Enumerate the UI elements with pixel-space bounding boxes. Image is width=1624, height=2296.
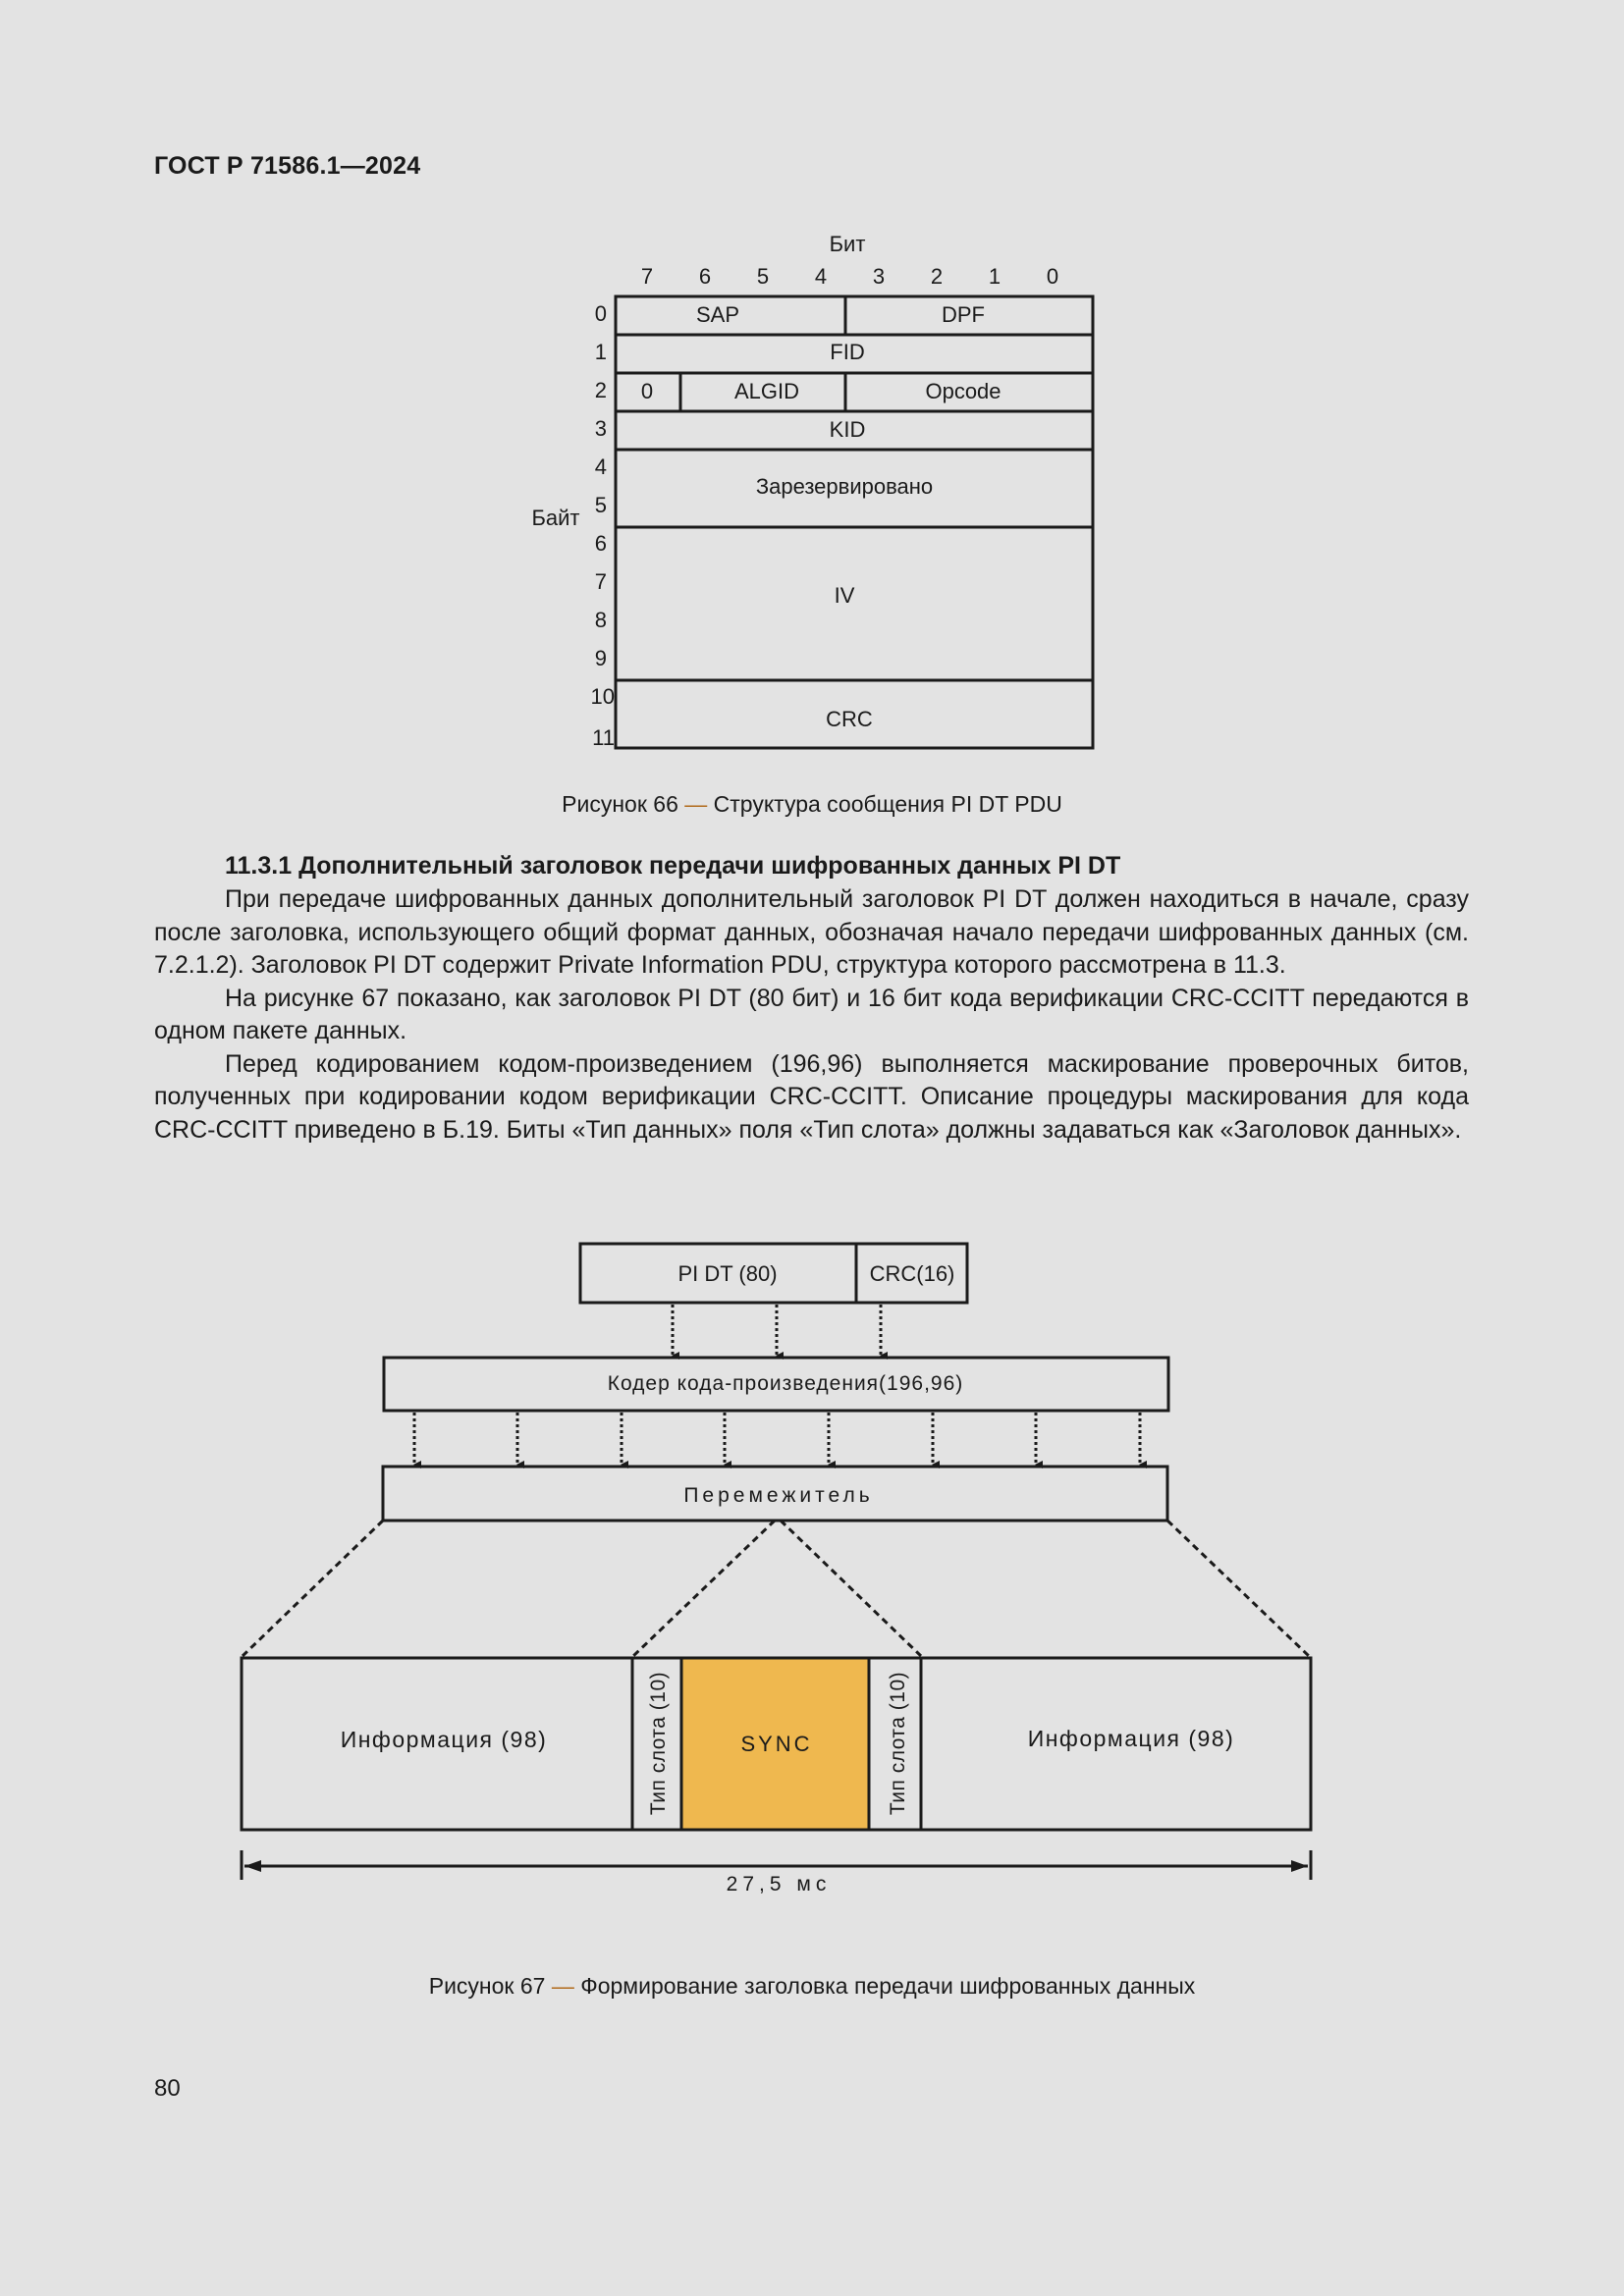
bit-number: 3	[872, 264, 886, 289]
figure-66-pdu-structure	[0, 0, 1624, 785]
field-algid: ALGID	[733, 379, 800, 403]
interleaver-label: Перемежитель	[683, 1484, 874, 1507]
byte-number: 10	[590, 684, 615, 709]
bit-number: 0	[1046, 264, 1059, 289]
figure-67-caption	[0, 1973, 1624, 2000]
paragraph: При передаче шифрованных данных дополнительный заголовок PI DT должен находиться в начале, сразу после заголовка, использующего общий формат данных, обозначая начало передачи шифрованных данных (см. 7.2.1.2). Заголовок PI DT содержит Private Information PDU, структура которого рассмотрена в 11.3.	[154, 885, 1469, 979]
bit-number: 7	[640, 264, 654, 289]
paragraph: Перед кодированием кодом-произведением (196,96) выполняется маскирование проверочных битов, полученных при кодировании кодом верификации CRC-CCITT. Описание процедуры маскирования для кода CRC-CCITT приведено в Б.19. Биты «Тип данных» поля «Тип слота» должны задаваться как «Заголовок данных».	[154, 1049, 1469, 1144]
field-fid: FID	[830, 340, 865, 364]
byte-number: 8	[594, 608, 607, 632]
bit-numbers	[641, 264, 1058, 289]
caption-text: Структура сообщения PI DT PDU	[713, 791, 1062, 817]
caption-text: Формирование заголовка передачи шифрованных данных	[580, 1973, 1196, 1999]
field-zero: 0	[640, 379, 654, 403]
caption-dash: —	[551, 1973, 574, 1999]
field-dpf: DPF	[942, 302, 985, 327]
pdu-table-frame	[616, 296, 1093, 748]
info-left-label: Информация (98)	[340, 1727, 548, 1752]
byte-number: 6	[594, 531, 607, 556]
field-sap: SAP	[695, 302, 740, 327]
field-crc: CRC	[826, 707, 873, 731]
byte-number: 1	[594, 340, 607, 364]
byte-number: 2	[594, 378, 607, 402]
bit-number: 4	[814, 264, 828, 289]
slot-type-right-label: Тип слота (10)	[887, 1671, 909, 1816]
page-number: 80	[154, 2075, 181, 2102]
input-arrows	[673, 1305, 881, 1356]
encoder-label: Кодер кода-произведения(196,96)	[607, 1372, 964, 1395]
encoder-arrows	[414, 1413, 1140, 1465]
byte-number: 9	[594, 646, 607, 670]
bit-number: 6	[698, 264, 712, 289]
bit-number: 1	[988, 264, 1001, 289]
caption-dash: —	[684, 791, 708, 817]
byte-numbers	[591, 301, 615, 750]
field-opcode: Opcode	[925, 379, 1001, 403]
sync-label: SYNC	[740, 1732, 813, 1756]
info-right-label: Информация (98)	[1027, 1726, 1235, 1751]
field-iv: IV	[834, 583, 855, 608]
figure-66-caption	[0, 791, 1624, 818]
duration-label: 27,5 мс	[726, 1873, 832, 1896]
field-reserved: Зарезервировано	[755, 474, 934, 499]
byte-number: 0	[594, 301, 607, 326]
caption-prefix: Рисунок 67	[428, 1973, 546, 1999]
bit-number: 5	[756, 264, 770, 289]
figure-67-header-formation	[0, 1217, 1624, 1944]
pidt-label: PI DT (80)	[677, 1261, 778, 1286]
byte-number: 11	[592, 725, 615, 750]
byte-number: 7	[594, 569, 607, 594]
document-header: ГОСТ Р 71586.1—2024	[154, 152, 421, 180]
byte-number: 5	[594, 493, 607, 517]
byte-axis-label: Байт	[531, 506, 580, 530]
byte-number: 3	[594, 416, 607, 441]
slot-type-left-label: Тип слота (10)	[647, 1671, 670, 1816]
caption-prefix: Рисунок 66	[562, 791, 678, 817]
field-kid: KID	[829, 417, 866, 442]
bit-axis-label: Бит	[829, 232, 866, 256]
section-body	[154, 883, 1469, 1147]
section-heading: 11.3.1 Дополнительный заголовок передачи шифрованных данных PI DT	[225, 852, 1121, 880]
bit-number: 2	[930, 264, 944, 289]
expansion-lines	[243, 1521, 1309, 1656]
byte-number: 4	[594, 454, 607, 479]
paragraph: На рисунке 67 показано, как заголовок PI DT (80 бит) и 16 бит кода верификации CRC-CCITT передаются в одном пакете данных.	[154, 984, 1469, 1044]
crc-label: CRC(16)	[869, 1261, 955, 1286]
